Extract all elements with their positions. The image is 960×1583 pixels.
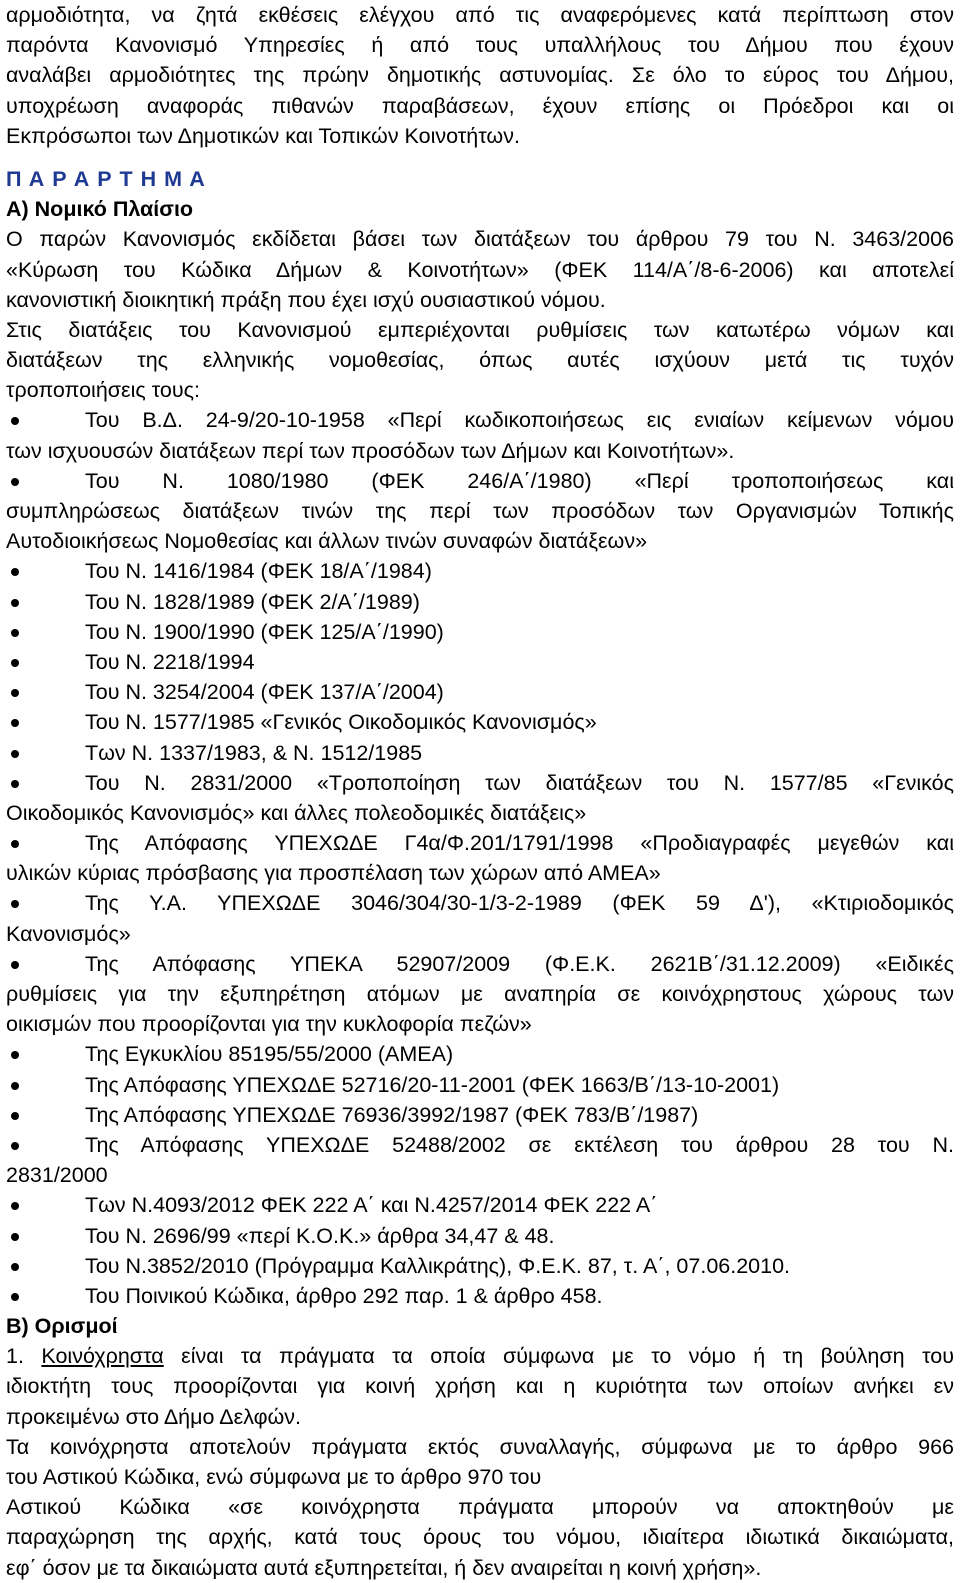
bullet-line: Του Ν. 1577/1985 «Γενικός Οικοδομικός Κανονισμός» [6, 707, 954, 737]
definition-number: 1. [6, 1344, 24, 1369]
law-list-item [6, 738, 954, 768]
bullet-line: Του Ν. 2696/99 «περί Κ.Ο.Κ.» άρθρα 34,47 & 48. [6, 1221, 954, 1251]
bullet-line: Της Υ.Α. ΥΠΕΧΩΔΕ 3046/304/30-1/3-2-1989 (ΦΕΚ 59 Δ'), «Κτιριοδομικός [6, 888, 954, 918]
text-line: υλικών κύριας πρόσβασης για προσπέλαση των χώρων από ΑΜΕΑ» [6, 861, 661, 886]
law-list-item [6, 1190, 954, 1220]
text-line: εφ΄ όσον με τα δικαιώματα αυτά εξυπηρετείται, ή δεν αναιρείται η κοινή χρήση». [6, 1555, 762, 1580]
law-list-item [6, 1130, 954, 1190]
bullet-line: Του Ποινικού Κώδικα, άρθρο 292 παρ. 1 & άρθρο 458. [6, 1281, 954, 1311]
text-line: συμπληρώσεως διατάξεων τινών της περί των προσόδων των Οργανισμών Τοπικής [6, 499, 954, 523]
text-line: Οικοδομικός Κανονισμός» και άλλες πολεοδομικές διατάξεις» [6, 800, 587, 825]
law-list-item [6, 1039, 954, 1069]
bullet-line: Του Ν. 2831/2000 «Τροποποίηση των διατάξεων του Ν. 1577/85 «Γενικός [6, 768, 954, 798]
bullet-line: Της Απόφασης ΥΠΕΧΩΔΕ Γ4α/Φ.201/1791/1998 «Προδιαγραφές μεγεθών και [6, 828, 954, 858]
law-list-item [6, 828, 954, 888]
text-line: Εκπρόσωποι των Δημοτικών και Τοπικών Κοινοτήτων. [6, 123, 520, 148]
text-line: προκειμένω στο Δήμο Δελφών. [6, 1404, 302, 1429]
law-list-item [6, 647, 954, 677]
law-list-item [6, 768, 954, 828]
text-line: Αυτοδιοικήσεως Νομοθεσίας και άλλων τινών συναφών διατάξεων» [6, 529, 648, 554]
law-list-item [6, 1100, 954, 1130]
bullet-line: Του Β.Δ. 24-9/20-10-1958 «Περί κωδικοποιήσεως εις ενιαίων κείμενων νόμου [6, 405, 954, 435]
definition-term: Κοινόχρηστα [41, 1344, 164, 1369]
bullet-line: Της Εγκυκλίου 85195/55/2000 (ΑΜΕΑ) [6, 1039, 954, 1069]
appendix-title: Π Α Ρ Α Ρ Τ Η Μ Α [6, 166, 206, 191]
bullet-line: Των Ν. 1337/1983, & Ν. 1512/1985 [6, 738, 954, 768]
law-list-item [6, 707, 954, 737]
bullet-line: Του Ν. 3254/2004 (ΦΕΚ 137/Α΄/2004) [6, 677, 954, 707]
text-line: 2831/2000 [6, 1163, 108, 1188]
text-line: αναλάβει αρμοδιότητες της πρώην δημοτικής αστυνομίας. Σε όλο το εύρος του Δήμου, [6, 63, 954, 88]
law-list-item [6, 466, 954, 557]
text-line: Στις διατάξεις του Κανονισμού εμπεριέχονται ρυθμίσεις των κατωτέρω νόμων και [6, 317, 954, 342]
definition-text: είναι τα πράγματα τα οποία σύμφωνα με το νόμο ή τη βούληση του [181, 1344, 954, 1369]
law-list-item [6, 617, 954, 647]
law-list-item [6, 1251, 954, 1281]
text-line: διατάξεων της ελληνικής νομοθεσίας, όπως αυτές ισχύουν μετά τις τυχόν [6, 348, 954, 373]
bullet-line: Του Ν. 1416/1984 (ΦΕΚ 18/Α΄/1984) [6, 556, 954, 586]
laws-list [6, 405, 954, 1311]
bullet-line: Του Ν. 1900/1990 (ΦΕΚ 125/Α΄/1990) [6, 617, 954, 647]
text-line: Ο παρών Κανονισμός εκδίδεται βάσει των διατάξεων του άρθρου 79 του Ν. 3463/2006 [6, 227, 954, 252]
text-line: Τα κοινόχρηστα αποτελούν πράγματα εκτός συναλλαγής, σύμφωνα με το άρθρο 966 [6, 1434, 954, 1459]
law-list-item [6, 1070, 954, 1100]
text-line: κανονιστική διοικητική πράξη που έχει ισχύ ουσιαστικού νόμου. [6, 287, 606, 312]
bullet-line: Της Απόφασης ΥΠΕΚΑ 52907/2009 (Φ.Ε.Κ. 2621Β΄/31.12.2009) «Ειδικές [6, 949, 954, 979]
bullet-line: Του Ν. 1828/1989 (ΦΕΚ 2/Α΄/1989) [6, 587, 954, 617]
text-line: Αστικού Κώδικα «σε κοινόχρηστα πράγματα μπορούν να αποκτηθούν με [6, 1495, 954, 1520]
law-list-item [6, 949, 954, 1040]
closing-paragraph [6, 1432, 954, 1583]
section-b-title: Β) Ορισμοί [6, 1314, 118, 1339]
text-line [6, 1341, 954, 1371]
bullet-line: Της Απόφασης ΥΠΕΧΩΔΕ 76936/3992/1987 (ΦΕΚ 783/Β΄/1987) [6, 1100, 954, 1130]
text-line: ρυθμίσεις για την εξυπηρέτηση ατόμων με αναπηρία σε κοινόχρηστους χώρους των [6, 982, 954, 1006]
section-a-paragraph [6, 224, 954, 405]
law-list-item [6, 1281, 954, 1311]
text-line: του Αστικού Κώδικα, ενώ σύμφωνα με το άρθρο 970 του [6, 1465, 542, 1489]
text-line: «Κύρωση του Κώδικα Δήμων & Κοινοτήτων» (ΦΕΚ 114/Α΄/8-6-2006) και αποτελεί [6, 257, 954, 282]
intro-paragraph [6, 0, 954, 151]
text-line: υποχρέωση αναφοράς πιθανών παραβάσεων, έχουν επίσης οι Πρόεδροι και οι [6, 93, 954, 118]
text-line: Κανονισμός» [6, 921, 131, 946]
law-list-item [6, 888, 954, 948]
bullet-line: Των Ν.4093/2012 ΦΕΚ 222 Α΄ και Ν.4257/2014 ΦΕΚ 222 Α΄ [6, 1190, 954, 1220]
text-line: των ισχυουσών διατάξεων περί των προσόδων των Δήμων και Κοινοτήτων». [6, 438, 735, 463]
definition-1 [6, 1341, 954, 1432]
law-list-item [6, 587, 954, 617]
text-line: αρμοδιότητα, να ζητά εκθέσεις ελέγχου από τις αναφερόμενες κατά περίπτωση στον [6, 3, 954, 27]
text-line: τροποποιήσεις τους: [6, 378, 200, 403]
section-a-title: Α) Νομικό Πλαίσιο [6, 197, 194, 222]
text-line: οικισμών που προορίζονται για την κυκλοφορία πεζών» [6, 1012, 532, 1037]
law-list-item [6, 405, 954, 465]
bullet-line: Του Ν. 2218/1994 [6, 647, 954, 677]
text-line: παραχώρηση της αρχής, κατά τους όρους του νόμου, ιδιαίτερα ιδιωτικά δικαιώματα, [6, 1525, 954, 1550]
text-line: ιδιοκτήτη τους προορίζονται για κοινή χρήση και η κυριότητα των οποίων ανήκει εν [6, 1374, 954, 1399]
bullet-line: Της Απόφασης ΥΠΕΧΩΔΕ 52488/2002 σε εκτέλεση του άρθρου 28 του Ν. [6, 1130, 954, 1160]
law-list-item [6, 677, 954, 707]
bullet-line: Του Ν. 1080/1980 (ΦΕΚ 246/Α΄/1980) «Περί τροποποιήσεως και [6, 466, 954, 496]
bullet-line: Του Ν.3852/2010 (Πρόγραμμα Καλλικράτης), Φ.Ε.Κ. 87, τ. Α΄, 07.06.2010. [6, 1251, 954, 1281]
bullet-line: Της Απόφασης ΥΠΕΧΩΔΕ 52716/20-11-2001 (ΦΕΚ 1663/Β΄/13-10-2001) [6, 1070, 954, 1100]
law-list-item [6, 1221, 954, 1251]
law-list-item [6, 556, 954, 586]
text-line: παρόντα Κανονισμό Υπηρεσίες ή από τους υπαλλήλους του Δήμου που έχουν [6, 33, 954, 58]
